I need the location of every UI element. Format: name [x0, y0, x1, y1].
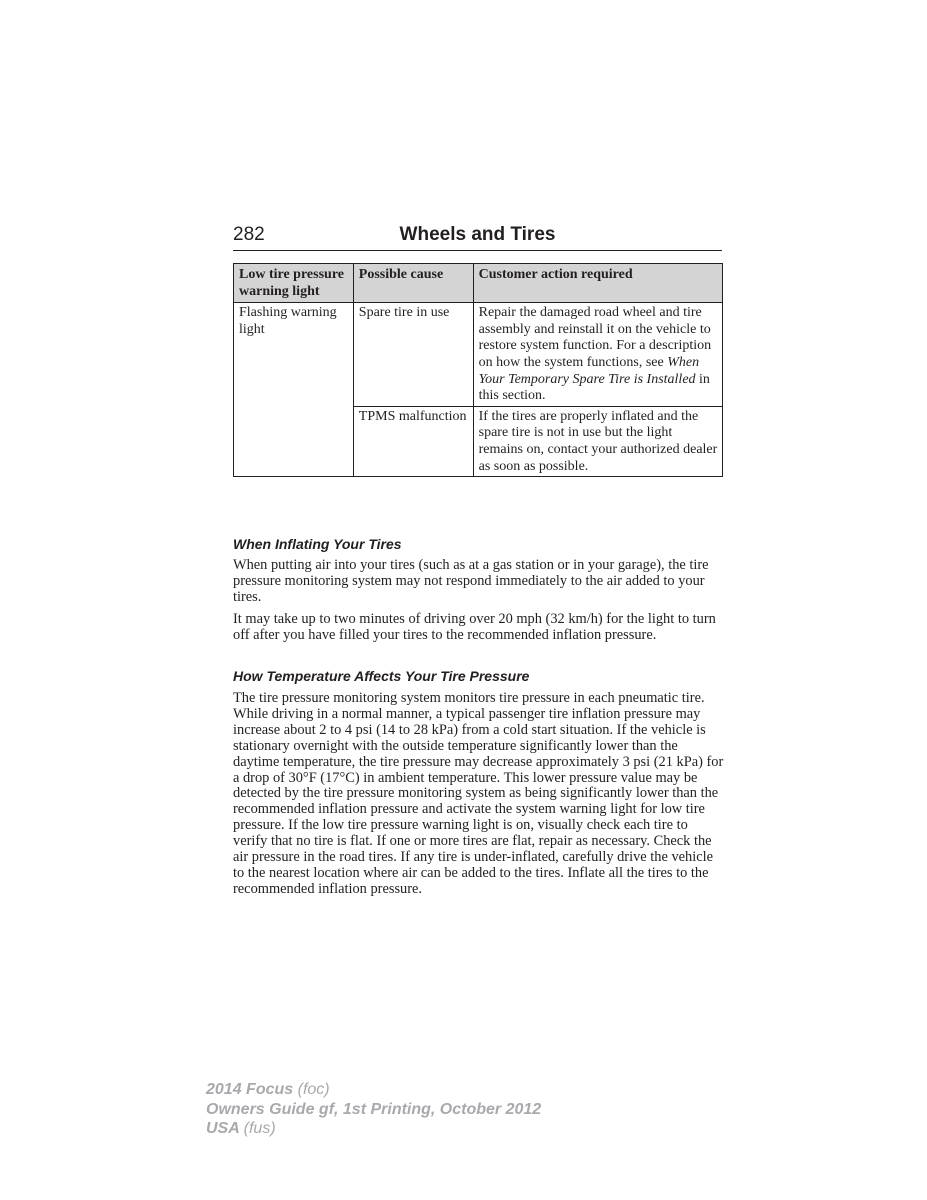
- action-text: Repair the damaged road wheel and tire assembly and reinstall it on the vehicle to restore system function. For a description on how the system functions, see: [478, 305, 712, 370]
- footer-market-code: (fus): [243, 1120, 276, 1137]
- page-number: 282: [233, 224, 265, 245]
- action-text-end: in this section.: [478, 371, 710, 404]
- footer-market-line: [206, 1119, 541, 1139]
- header-customer-action: Customer action required: [473, 264, 722, 303]
- footer-model: 2014 Focus: [206, 1081, 294, 1098]
- subheading-temperature: How Temperature Affects Your Tire Pressure: [233, 668, 530, 684]
- paragraph: It may take up to two minutes of driving over 20 mph (32 km/h) for the light to turn off after you have filled your tires to the recommended inflation pressure.: [233, 611, 716, 643]
- action-cell: [473, 303, 722, 407]
- paragraph: When putting air into your tires (such as at a gas station or in your garage), the tire pressure monitoring system may not respond immediately to the air added to your tires.: [233, 557, 709, 605]
- table-header-row: [234, 264, 723, 303]
- subheading-inflating: When Inflating Your Tires: [233, 536, 402, 552]
- footer-model-line: [206, 1080, 541, 1100]
- section-title: Wheels and Tires: [399, 224, 556, 245]
- page-header: [233, 222, 722, 251]
- header-possible-cause: Possible cause: [353, 264, 473, 303]
- indicator-cell: Flashing warning light: [234, 303, 354, 477]
- table-row: [234, 303, 723, 407]
- page-footer: [206, 1080, 541, 1139]
- cause-cell: Spare tire in use: [353, 303, 473, 407]
- cause-cell: TPMS malfunction: [353, 406, 473, 476]
- footer-market: USA: [206, 1120, 240, 1137]
- warning-light-table: [233, 263, 723, 477]
- footer-guide: Owners Guide gf, 1st Printing, October 2012: [206, 1100, 542, 1118]
- paragraph: The tire pressure monitoring system monitors tire pressure in each pneumatic tire. While driving in a normal manner, a typical passenger tire inflation pressure may increase about 2 to 4 psi (14 to 28 kPa) from a cold start situation. If the vehicle is stationary overnight with the outside temperature significantly lower than the daytime temperature, the tire pressure may decrease approximately 3 psi (21 kPa) for a drop of 30°F (17°C) in ambient temperature. This lower pressure value may be detected by the tire pressure monitoring system as being significantly lower than the recommended inflation pressure and activate the system warning light for low tire pressure. If the low tire pressure warning light is on, visually check each tire to verify that no tire is flat. If one or more tires are flat, repair as necessary. Check the air pressure in the road tires. If any tire is under-inflated, carefully drive the vehicle to the nearest location where air can be added to the tires. Inflate all the tires to the recommended inflation pressure.: [233, 690, 724, 897]
- header-warning-light: Low tire pressure warning light: [234, 264, 354, 303]
- cross-reference: When Your Temporary Spare Tire is Installed: [478, 354, 700, 387]
- footer-model-code: (foc): [297, 1081, 330, 1098]
- action-cell: If the tires are properly inflated and the spare tire is not in use but the light remains on, contact your authorized dealer as soon as possible.: [473, 406, 722, 476]
